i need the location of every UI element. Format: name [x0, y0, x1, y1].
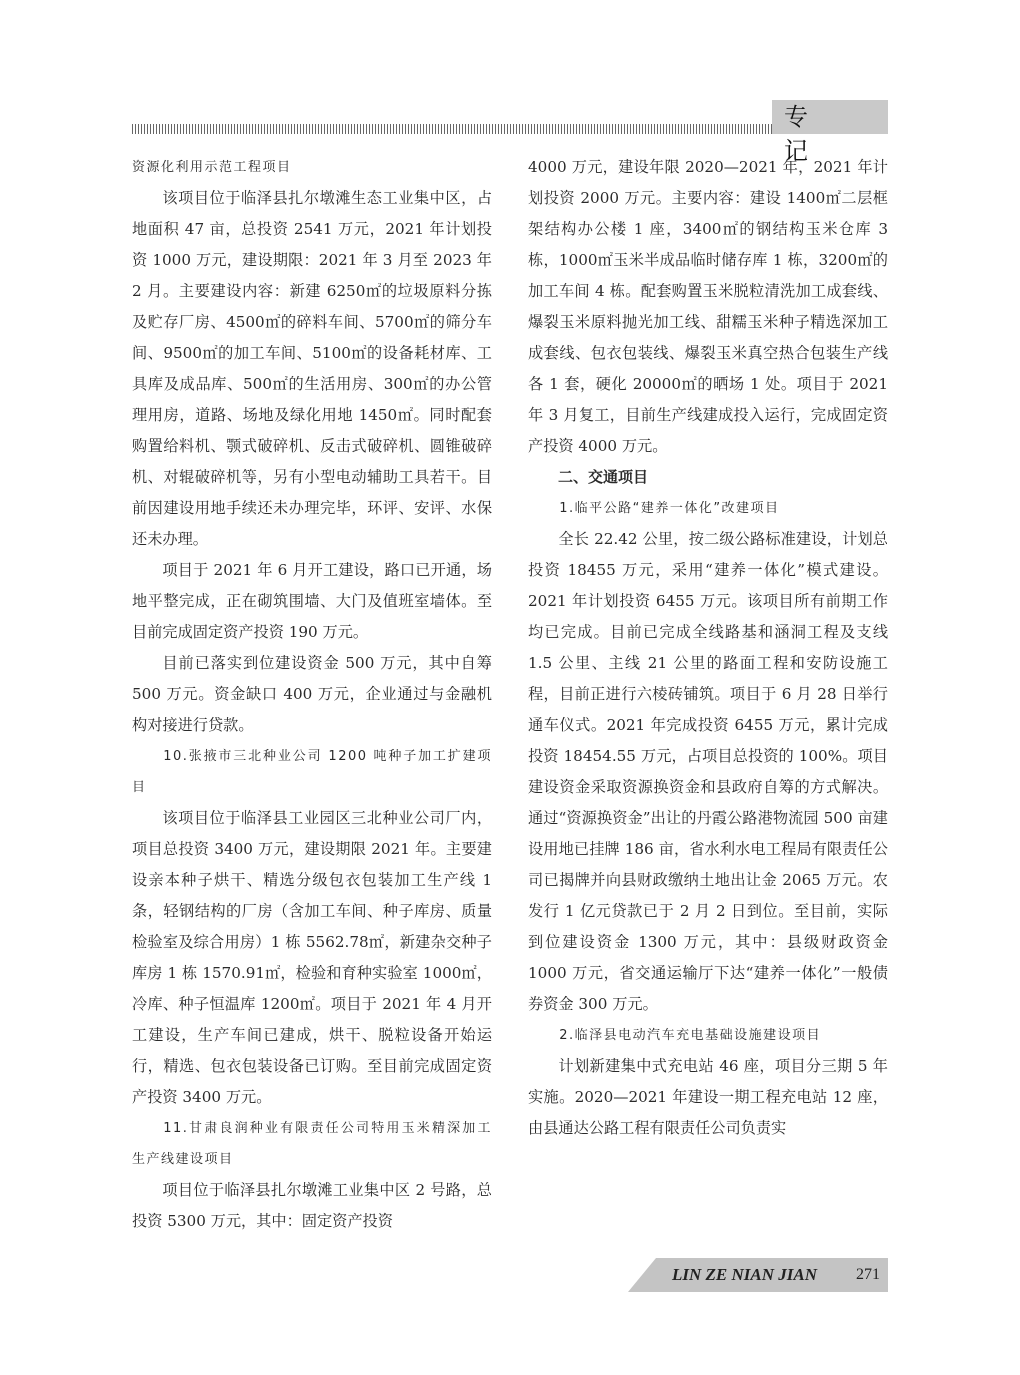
- section-heading: 2.临泽县电动汽车充电基础设施建设项目: [559, 1028, 822, 1043]
- section-heading: 1.临平公路“建养一体化”改建项目: [559, 501, 780, 516]
- section-heading: 资源化利用示范工程项目: [132, 160, 292, 175]
- body-paragraph: 全长 22.42 公里，按二级公路标准建设，计划总投资 18455 万元，采用“建养一体化”模式建设。2021 年计划投资 6455 万元。该项目所有前期工作均已完成。目前已完成全线路基和涵洞工程及支线 1.5 公里、主线 21 公里的路面工程和安防设施工程，目前正进行六棱砖铺筑。项目于 6 月 28 日举行通车仪式。2021 年完成投资 6455 万元，累计完成投资 18454.55 万元，占项目总投资的 100%。项目建设资金采取资源换资金和县政府自筹的方式解决。通过“资源换资金”出让的丹霞公路港物流园 500 亩建设用地已挂牌 186 亩，省水利水电工程局有限责任公司已揭牌并向县财政缴纳土地出让金 2065 万元。农发行 1 亿元贷款已于 2 月 2 日到位。至目前，实际到位建设资金 1300 万元，其中：县级财政资金 1000 万元，省交通运输厅下达“建养一体化”一般债券资金 300 万元。: [528, 530, 888, 1013]
- body-paragraph: 项目位于临泽县扎尔墩滩工业集中区 2 号路，总投资 5300 万元，其中：固定资产投资: [132, 1181, 492, 1230]
- page-number: 271: [856, 1266, 880, 1283]
- journal-name: LIN ZE NIAN JIAN: [672, 1265, 817, 1284]
- body-paragraph: 目前已落实到位建设资金 500 万元，其中自筹 500 万元。资金缺口 400 万元，企业通过与金融机构对接进行贷款。: [132, 654, 492, 734]
- right-column: [528, 152, 888, 1144]
- section-heading: 11.甘肃良润种业有限责任公司特用玉米精深加工生产线建设项目: [132, 1121, 492, 1167]
- body-paragraph: 计划新建集中式充电站 46 座，项目分三期 5 年实施。2020—2021 年建设一期工程充电站 12 座，由县通达公路工程有限责任公司负责实: [528, 1057, 888, 1137]
- body-paragraph: 该项目位于临泽县扎尔墩滩生态工业集中区，占地面积 47 亩，总投资 2541 万元，2021 年计划投资 1000 万元，建设期限：2021 年 3 月至 2023 年 2 月。主要建设内容：新建 6250㎡的垃圾原料分拣及贮存厂房、4500㎡的碎料车间、5700㎡的筛分车间、9500㎡的加工车间、5100㎡的设备耗材库、工具库及成品库、500㎡的生活用房、300㎡的办公管理用房，道路、场地及绿化用地 1450㎡。同时配套购置给料机、颚式破碎机、反击式破碎机、圆锥破碎机、对辊破碎机等，另有小型电动辅助工具若干。目前因建设用地手续还未办理完毕，环评、安评、水保还未办理。: [132, 189, 492, 548]
- category-heading: 二、交通项目: [558, 468, 649, 486]
- left-column: [132, 152, 492, 1237]
- body-paragraph: 项目于 2021 年 6 月开工建设，路口已开通，场地平整完成，正在砌筑围墙、大门及值班室墙体。至目前完成固定资产投资 190 万元。: [132, 561, 492, 641]
- body-paragraph-continued: 4000 万元，建设年限 2020—2021 年，2021 年计划投资 2000 万元。主要内容：建设 1400㎡二层框架结构办公楼 1 座，3400㎡的钢结构玉米仓库 3 栋，1000㎡玉米半成品临时储存库 1 栋，3200㎡的加工车间 4 栋。配套购置玉米脱粒清洗加工成套线、爆裂玉米原料抛光加工线、甜糯玉米种子精选深加工成套线、包衣包装线、爆裂玉米真空热合包装生产线各 1 套，硬化 20000㎡的晒场 1 处。项目于 2021 年 3 月复工，目前生产线建成投入运行，完成固定资产投资 4000 万元。: [528, 158, 888, 455]
- header-decorative-line: [132, 124, 772, 134]
- section-heading: 10.张掖市三北种业公司 1200 吨种子加工扩建项目: [132, 749, 492, 795]
- section-title: 专 记: [784, 103, 844, 165]
- body-paragraph: 该项目位于临泽县工业园区三北种业公司厂内，项目总投资 3400 万元，建设期限 2021 年。主要建设亲本种子烘干、精选分级包衣包装加工生产线 1 条，轻钢结构的厂房（含加工车间、种子库房、质量检验室及综合用房）1 栋 5562.78㎡，新建杂交种子库房 1 栋 1570.91㎡，检验和育种实验室 1000㎡，冷库、种子恒温库 1200㎡。项目于 2021 年 4 月开工建设，生产车间已建成，烘干、脱粒设备开始运行，精选、包衣包装设备已订购。至目前完成固定资产投资 3400 万元。: [132, 809, 492, 1106]
